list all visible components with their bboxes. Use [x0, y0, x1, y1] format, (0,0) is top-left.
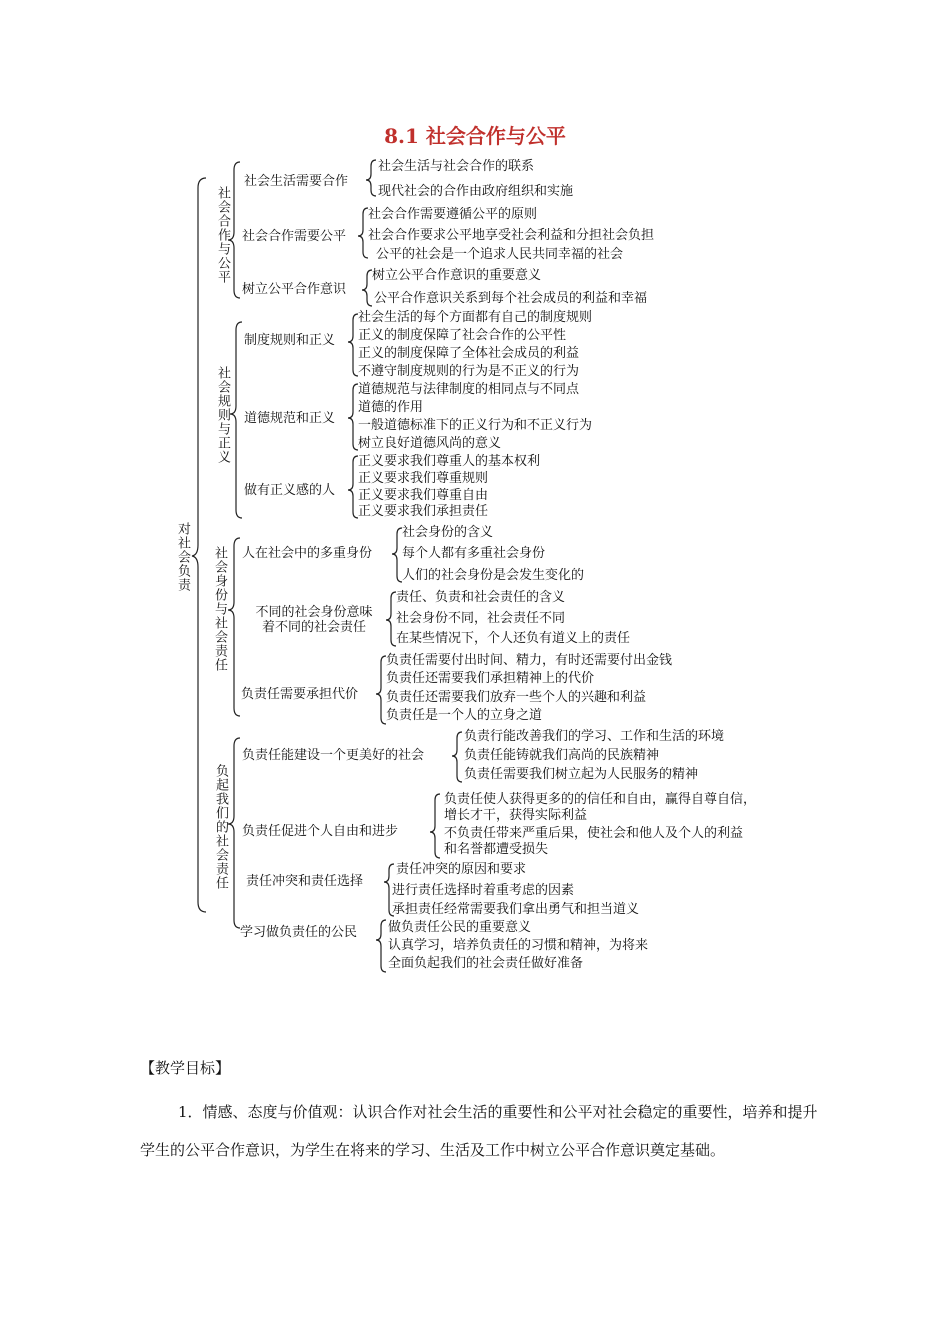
topic-label: 人在社会中的多重身份: [242, 546, 373, 561]
root-label: 对社会负责: [175, 522, 190, 592]
point-item: 正义要求我们尊重人的基本权利: [358, 454, 541, 469]
point-item: 责任、负责和社会责任的含义: [396, 590, 566, 605]
topic-label-line: 着不同的社会责任: [261, 620, 366, 635]
section-label-identity: 社会身份与社会责任: [212, 546, 227, 672]
point-item: 社会生活的每个方面都有自己的制度规则: [358, 310, 593, 325]
point-item: 不遵守制度规则的行为是不正义的行为: [358, 364, 580, 379]
topic-label-line: 不同的社会身份意味: [255, 605, 373, 620]
point-item: 承担责任经常需要我们拿出勇气和担当道义: [392, 902, 640, 917]
point-item: 在某些情况下，个人还负有道义上的责任: [396, 631, 631, 646]
point-item: 进行责任选择时着重考虑的因素: [392, 883, 575, 898]
topic-label: 负责任需要承担代价: [241, 687, 359, 702]
topic-label: 树立公平合作意识: [242, 282, 347, 297]
point-item: 社会身份不同，社会责任不同: [396, 611, 566, 626]
point-item: 社会合作需要遵循公平的原则: [368, 207, 538, 222]
topic-label-multiline: [244, 605, 384, 635]
point-item: 正义的制度保障了社会合作的公平性: [358, 328, 567, 343]
point-item: 人们的社会身份是会发生变化的: [402, 568, 585, 583]
topic-label: 做有正义感的人: [244, 483, 336, 498]
point-item: 社会身份的含义: [402, 525, 494, 540]
point-item: 公平合作意识关系到每个社会成员的利益和幸福: [374, 291, 648, 306]
point-item: 正义的制度保障了全体社会成员的利益: [358, 346, 580, 361]
point-item: 负责行能改善我们的学习、工作和生活的环境: [464, 729, 725, 744]
point-item: 全面负起我们的社会责任做好准备: [388, 956, 584, 971]
point-item: 社会合作要求公平地享受社会利益和分担社会负担: [368, 228, 655, 243]
point-item: 道德的作用: [358, 400, 424, 415]
point-item: 负责任使人获得更多的的信任和自由，赢得自尊自信，: [444, 792, 757, 807]
topic-label: 学习做负责任的公民: [240, 925, 358, 940]
section-label-cooperation: 社会合作与公平: [215, 186, 230, 284]
point-item: 正义要求我们尊重自由: [358, 488, 489, 503]
point-item: 负责任能铸就我们高尚的民族精神: [464, 748, 660, 763]
point-item: 一般道德标准下的正义行为和不正义行为: [358, 418, 593, 433]
point-item: 和名誉都遭受损失: [444, 842, 549, 857]
point-item: 现代社会的合作由政府组织和实施: [378, 184, 574, 199]
point-item: 做负责任公民的重要意义: [388, 920, 532, 935]
topic-label: 负责任能建设一个更美好的社会: [242, 748, 425, 763]
point-item: 每个人都有多重社会身份: [402, 546, 546, 561]
point-item: 公平的社会是一个追求人民共同幸福的社会: [376, 247, 624, 262]
topic-label: 社会合作需要公平: [242, 229, 347, 244]
point-item: 增长才干，获得实际利益: [444, 808, 588, 823]
point-item: 负责任还需要我们放弃一些个人的兴趣和利益: [386, 690, 647, 705]
point-item: 社会生活与社会合作的联系: [378, 159, 535, 174]
topic-label: 制度规则和正义: [244, 333, 336, 348]
point-item: 负责任需要付出时间、精力，有时还需要付出金钱: [386, 653, 673, 668]
point-item: 负责任是一个人的立身之道: [386, 708, 543, 723]
point-item: 责任冲突的原因和要求: [396, 862, 527, 877]
topic-label: 道德规范和正义: [244, 411, 336, 426]
section-label-responsibility: 负起我们的社会责任: [213, 764, 228, 890]
point-item: 认真学习，培养负责任的习惯和精神，为将来: [388, 938, 649, 953]
page-title: 8.1 社会合作与公平: [384, 124, 566, 148]
objectives-paragraph: 1．情感、态度与价值观：认识合作对社会生活的重要性和公平对社会稳定的重要性，培养和提升学生的公平合作意识，为学生在将来的学习、生活及工作中树立公平合作意识奠定基础。: [140, 1103, 818, 1159]
point-item: 负责任还需要我们承担精神上的代价: [386, 671, 595, 686]
objectives-heading: 【教学目标】: [140, 1059, 231, 1077]
topic-label: 责任冲突和责任选择: [246, 874, 364, 889]
point-item: 负责任需要我们树立起为人民服务的精神: [464, 767, 699, 782]
point-item: 不负责任带来严重后果，使社会和他人及个人的利益: [444, 826, 744, 841]
point-item: 正义要求我们承担责任: [358, 504, 489, 519]
point-item: 树立公平合作意识的重要意义: [372, 268, 542, 283]
topic-label: 负责任促进个人自由和进步: [242, 824, 399, 839]
point-item: 树立良好道德风尚的意义: [358, 436, 502, 451]
topic-label: 社会生活需要合作: [244, 174, 349, 189]
point-item: 道德规范与法律制度的相同点与不同点: [358, 382, 580, 397]
section-label-justice: 社会规则与正义: [215, 366, 230, 464]
point-item: 正义要求我们尊重规则: [358, 471, 489, 486]
